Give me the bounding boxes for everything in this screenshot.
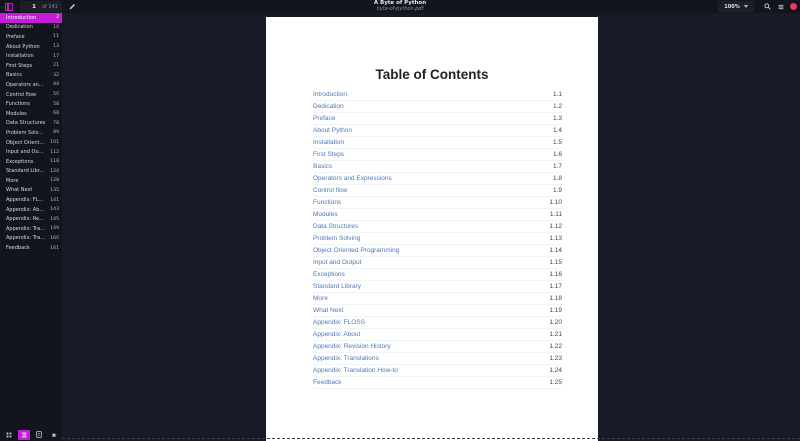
toc-entry-number: 1.13	[549, 235, 562, 242]
toc-entry-number: 1.20	[549, 319, 562, 326]
document-filename: byte-of-python.pdf	[376, 6, 424, 12]
toc-entry-number: 1.8	[552, 175, 562, 182]
outline-item[interactable]	[0, 186, 62, 196]
page-navigator	[20, 1, 62, 12]
toc-entry-number: 1.14	[549, 247, 562, 254]
toc-entry-link[interactable]: Input and Output	[313, 259, 362, 266]
toc-entry	[313, 137, 562, 149]
outline-item-page: 118	[50, 159, 59, 165]
bookmarks-button[interactable]	[48, 430, 60, 440]
outline-item[interactable]	[0, 61, 62, 71]
toc-entry	[313, 149, 562, 161]
toc-entry-number: 1.9	[552, 187, 562, 194]
toc-entry	[313, 173, 562, 185]
toc-entry-link[interactable]: Appendix: Translation How-to	[313, 367, 398, 374]
sidebar-toggle-button[interactable]	[1, 0, 17, 13]
outline-item-label: Problem Solv...	[6, 129, 43, 136]
outline-item-page: 112	[50, 149, 59, 155]
toc-entry-link[interactable]: More	[313, 295, 328, 302]
page-number-input[interactable]	[20, 4, 38, 10]
outline-item[interactable]	[0, 176, 62, 186]
toc-heading: Table of Contents	[375, 67, 489, 82]
outline-item[interactable]	[0, 42, 62, 52]
document-title-block	[0, 0, 800, 12]
attachments-button[interactable]	[33, 430, 45, 440]
outline-item-label: First Steps	[6, 62, 33, 69]
toc-entry-link[interactable]: First Steps	[313, 151, 345, 158]
outline-item[interactable]	[0, 234, 62, 244]
outline-item-page: 78	[53, 120, 59, 126]
toc-entry-number: 1.1	[552, 91, 562, 98]
toc-entry-link[interactable]: About Python	[313, 127, 353, 134]
outline-item[interactable]	[0, 32, 62, 42]
outline-item-label: About Python	[6, 43, 40, 50]
toc-entry-link[interactable]: Basics	[313, 163, 333, 170]
toc-entry-number: 1.5	[552, 139, 562, 146]
toc-entry	[313, 161, 562, 173]
star-icon	[51, 432, 57, 438]
toc-entry	[313, 233, 562, 245]
toc-entry-number: 1.17	[549, 283, 562, 290]
outline-item[interactable]	[0, 138, 62, 148]
toc-entry-number: 1.25	[549, 379, 562, 386]
toc-entry-link[interactable]: Feedback	[313, 379, 342, 386]
outline-item-label: Input and Ou...	[6, 149, 44, 156]
outline-item-label: Appendix: Tra...	[6, 225, 46, 232]
annotate-button[interactable]	[66, 0, 78, 13]
toc-entry-link[interactable]: Appendix: Revision History	[313, 343, 391, 350]
toc-entry	[313, 245, 562, 257]
outline-item-page: 2	[56, 15, 59, 21]
toc-entry	[313, 113, 562, 125]
outline-item-page: 143	[50, 207, 59, 213]
hamburger-menu-icon	[778, 4, 784, 10]
outline-list	[0, 13, 62, 253]
outline-item[interactable]	[0, 80, 62, 90]
toc-entry-number: 1.23	[549, 355, 562, 362]
toc-entry	[313, 305, 562, 317]
outline-item[interactable]	[0, 157, 62, 167]
outline-item-label: Preface	[6, 33, 25, 40]
outline-item-label: Dedication	[6, 24, 33, 31]
toc-entry-number: 1.24	[549, 367, 562, 374]
toc-entry-number: 1.4	[552, 127, 562, 134]
toc-entry	[313, 293, 562, 305]
outline-item-label: Feedback	[6, 245, 30, 252]
toc-entry-link[interactable]: Problem Solving	[313, 235, 361, 242]
toc-entry-link[interactable]: Control flow	[313, 187, 348, 194]
outline-item-page: 124	[50, 168, 59, 174]
page-total: of 141	[42, 3, 58, 10]
outline-item-label: Appendix: Re...	[6, 216, 44, 223]
outline-item-label: Appendix: Ab...	[6, 206, 45, 213]
toc-entry-link[interactable]: Object Oriented Programming	[313, 247, 400, 254]
outline-item-page: 149	[50, 226, 59, 232]
outline-item-label: Introduction	[6, 14, 37, 21]
outline-item-label: Installation	[6, 53, 34, 60]
outline-item[interactable]	[0, 90, 62, 100]
toc-entry-link[interactable]: What Next	[313, 307, 344, 314]
outline-item-label: Exceptions	[6, 158, 34, 165]
outline-item-label: Operators an...	[6, 81, 44, 88]
toc-entry	[313, 185, 562, 197]
outline-item-page: 10	[53, 24, 59, 30]
outline-item-label: Appendix: FL...	[6, 197, 44, 204]
document-title: A Byte of Python	[373, 0, 427, 6]
outline-item-label: More	[6, 177, 19, 184]
outline-item-page: 50	[53, 92, 59, 98]
outline-item[interactable]	[0, 128, 62, 138]
toc-entry	[313, 317, 562, 329]
toc-entry-link[interactable]: Data Structures	[313, 223, 359, 230]
outline-item[interactable]	[0, 51, 62, 61]
zoom-value: 100%	[724, 3, 740, 10]
outline-button[interactable]	[18, 430, 30, 440]
outline-item[interactable]	[0, 119, 62, 129]
outline-item-page: 160	[50, 235, 59, 241]
toc-entry-number: 1.21	[549, 331, 562, 338]
toc-entry-link[interactable]: Modules	[313, 211, 338, 218]
outline-item-label: Basics	[6, 72, 22, 79]
toc-entry	[313, 125, 562, 137]
search-button[interactable]	[760, 0, 774, 13]
toc-entry-link[interactable]: Preface	[313, 115, 336, 122]
outline-item-label: Appendix: Tra...	[6, 235, 46, 242]
top-toolbar	[0, 0, 800, 13]
outline-item-page: 13	[53, 44, 59, 50]
outline-item-page: 89	[53, 130, 59, 136]
toc-entry-link[interactable]: Functions	[313, 199, 342, 206]
outline-item[interactable]	[0, 99, 62, 109]
menu-button[interactable]	[774, 0, 788, 13]
toc-entry	[313, 329, 562, 341]
page-separator	[62, 438, 800, 439]
toc-entry-number: 1.2	[552, 103, 562, 110]
document-icon	[36, 431, 42, 438]
toc-list	[313, 89, 562, 389]
toc-entry-number: 1.10	[549, 199, 562, 206]
toc-entry-number: 1.15	[549, 259, 562, 266]
toc-entry	[313, 269, 562, 281]
toc-entry	[313, 89, 562, 101]
thumbnails-button[interactable]	[3, 430, 15, 440]
outline-item[interactable]	[0, 167, 62, 177]
outline-item-page: 101	[50, 140, 59, 146]
outline-item-page: 11	[53, 34, 59, 40]
sidebar-icon	[5, 3, 13, 11]
toc-entry-number: 1.7	[552, 163, 562, 170]
toc-entry	[313, 257, 562, 269]
outline-item-label: Modules	[6, 110, 27, 117]
outline-item[interactable]	[0, 205, 62, 215]
outline-item[interactable]	[0, 147, 62, 157]
toc-entry-link[interactable]: Appendix: Translations	[313, 355, 379, 362]
toc-entry-link[interactable]: Installation	[313, 139, 345, 146]
toc-entry	[313, 197, 562, 209]
toc-entry-number: 1.18	[549, 295, 562, 302]
toc-entry-number: 1.19	[549, 307, 562, 314]
outline-item-page: 17	[53, 53, 59, 59]
toc-entry-number: 1.12	[549, 223, 562, 230]
outline-item[interactable]	[0, 109, 62, 119]
outline-sidebar	[0, 13, 62, 428]
toc-entry-number: 1.6	[552, 151, 562, 158]
document-viewer[interactable]	[62, 13, 800, 441]
outline-item-page: 141	[50, 197, 59, 203]
outline-item-label: Data Structures	[6, 120, 46, 127]
thumbnails-icon	[6, 432, 12, 438]
outline-item-label: Object Orient...	[6, 139, 45, 146]
toc-entry	[313, 221, 562, 233]
outline-item-label: Functions	[6, 101, 30, 108]
outline-item[interactable]	[0, 224, 62, 234]
outline-item[interactable]	[0, 243, 62, 253]
outline-item[interactable]	[0, 195, 62, 205]
outline-item-label: Control flow	[6, 91, 36, 98]
toc-entry-link[interactable]: Appendix: About	[313, 331, 361, 338]
toc-entry-link[interactable]: Exceptions	[313, 271, 345, 278]
toc-entry-number: 1.3	[552, 115, 562, 122]
outline-item-page: 161	[50, 245, 59, 251]
outline-item[interactable]	[0, 13, 62, 23]
toc-entry-number: 1.11	[549, 211, 562, 218]
toc-entry-link[interactable]: Introduction	[313, 91, 347, 98]
toc-entry-link[interactable]: Operators and Expressions	[313, 175, 392, 182]
chevron-down-icon	[744, 5, 748, 8]
outline-item-page: 58	[53, 101, 59, 107]
outline-item-page: 32	[53, 72, 59, 78]
pencil-icon	[69, 3, 76, 10]
outline-item-page: 68	[53, 111, 59, 117]
outline-icon	[21, 432, 27, 438]
outline-item-page: 135	[50, 187, 59, 193]
outline-item-page: 44	[53, 82, 59, 88]
toc-entry-number: 1.16	[549, 271, 562, 278]
outline-item-page: 145	[50, 216, 59, 222]
toc-entry-number: 1.22	[549, 343, 562, 350]
toc-entry-link[interactable]: Appendix: FLOSS	[313, 319, 366, 326]
sidebar-footer	[0, 428, 62, 441]
toc-entry	[313, 101, 562, 113]
toc-entry	[313, 377, 562, 389]
outline-item-label: Standard Libr...	[6, 168, 45, 175]
toc-entry	[313, 281, 562, 293]
toc-entry-link[interactable]: Standard Library	[313, 283, 362, 290]
toc-entry	[313, 365, 562, 377]
outline-item-page: 128	[50, 178, 59, 184]
toc-entry-link[interactable]: Dedication	[313, 103, 344, 110]
zoom-select[interactable]	[718, 1, 754, 12]
toc-entry	[313, 209, 562, 221]
record-indicator-icon[interactable]	[790, 3, 797, 10]
outline-item-page: 21	[53, 63, 59, 69]
toc-entry	[313, 341, 562, 353]
outline-item[interactable]	[0, 23, 62, 33]
outline-item[interactable]	[0, 214, 62, 224]
search-icon	[764, 3, 771, 10]
outline-item-label: What Next	[6, 187, 33, 194]
toc-entry	[313, 353, 562, 365]
outline-item[interactable]	[0, 71, 62, 81]
pdf-page	[266, 17, 598, 441]
